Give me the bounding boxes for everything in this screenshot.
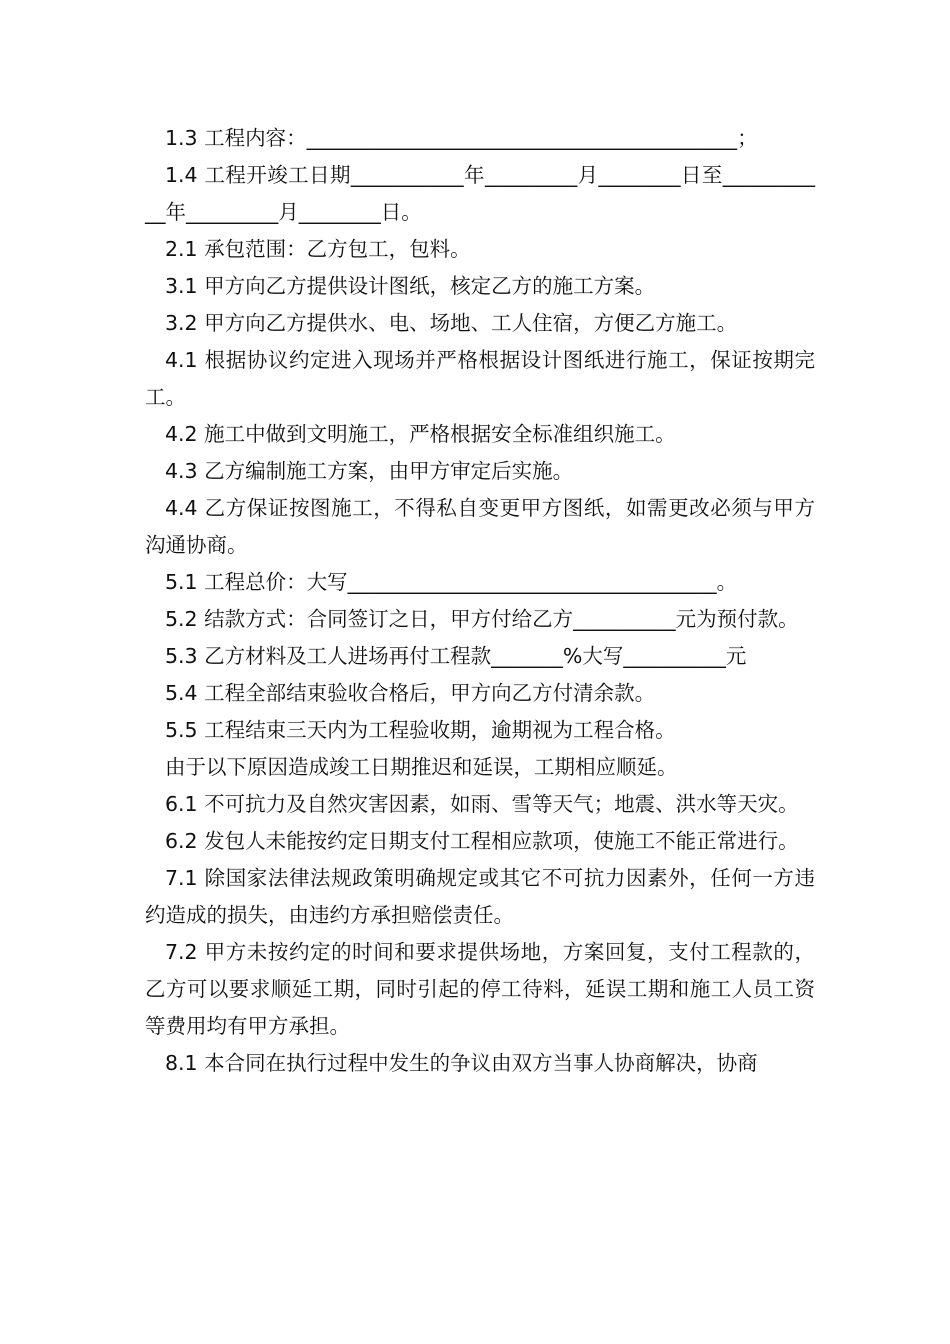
document-body (145, 120, 815, 1082)
clause-7-1: 7.1 除国家法律法规政策明确规定或其它不可抗力因素外，任何一方违约造成的损失，由违约方承担赔偿责任。 (145, 866, 815, 927)
clause-3-2: 3.2 甲方向乙方提供水、电、场地、工人住宿，方便乙方施工。 (165, 311, 738, 335)
clause-4-4: 4.4 乙方保证按图施工，不得私自变更甲方图纸，如需更改必须与甲方沟通协商。 (145, 496, 815, 557)
clause-1-4: 1.4 工程开竣工日期___________年_________月________日至___________年_________月________日。 (145, 163, 815, 224)
clause-4-1: 4.1 根据协议约定进入现场并严格根据设计图纸进行施工，保证按期完工。 (145, 348, 815, 409)
clause-5-5: 5.5 工程结束三天内为工程验收期，逾期视为工程合格。 (165, 718, 676, 742)
clause-7-2: 7.2 甲方未按约定的时间和要求提供场地，方案回复，支付工程款的，乙方可以要求顺延工期，同时引起的停工待料，延误工期和施工人员工资等费用均有甲方承担。 (145, 940, 815, 1038)
clause-1-3: 1.3 工程内容：__________________________________________； (165, 126, 758, 150)
clause-5-3: 5.3 乙方材料及工人进场再付工程款_______%大写__________元 (165, 644, 747, 668)
clause-6-2: 6.2 发包人未能按约定日期支付工程相应款项，使施工不能正常进行。 (165, 829, 799, 853)
clause-4-3: 4.3 乙方编制施工方案，由甲方审定后实施。 (165, 459, 574, 483)
clause-5-2: 5.2 结款方式：合同签订之日，甲方付给乙方__________元为预付款。 (165, 607, 799, 631)
clause-8-1: 8.1 本合同在执行过程中发生的争议由双方当事人协商解决，协商 (165, 1051, 758, 1075)
clause-6-1: 6.1 不可抗力及自然灾害因素，如雨、雪等天气；地震、洪水等天灾。 (165, 792, 799, 816)
clause-2-1: 2.1 承包范围：乙方包工，包料。 (165, 237, 471, 261)
clause-5-4: 5.4 工程全部结束验收合格后，甲方向乙方付清余款。 (165, 681, 656, 705)
clause-4-2: 4.2 施工中做到文明施工，严格根据安全标准组织施工。 (165, 422, 676, 446)
delay-intro: 由于以下原因造成竣工日期推迟和延误，工期相应顺延。 (165, 755, 678, 779)
clause-5-1: 5.1 工程总价：大写____________________________________。 (165, 570, 738, 594)
clause-3-1: 3.1 甲方向乙方提供设计图纸，核定乙方的施工方案。 (165, 274, 656, 298)
